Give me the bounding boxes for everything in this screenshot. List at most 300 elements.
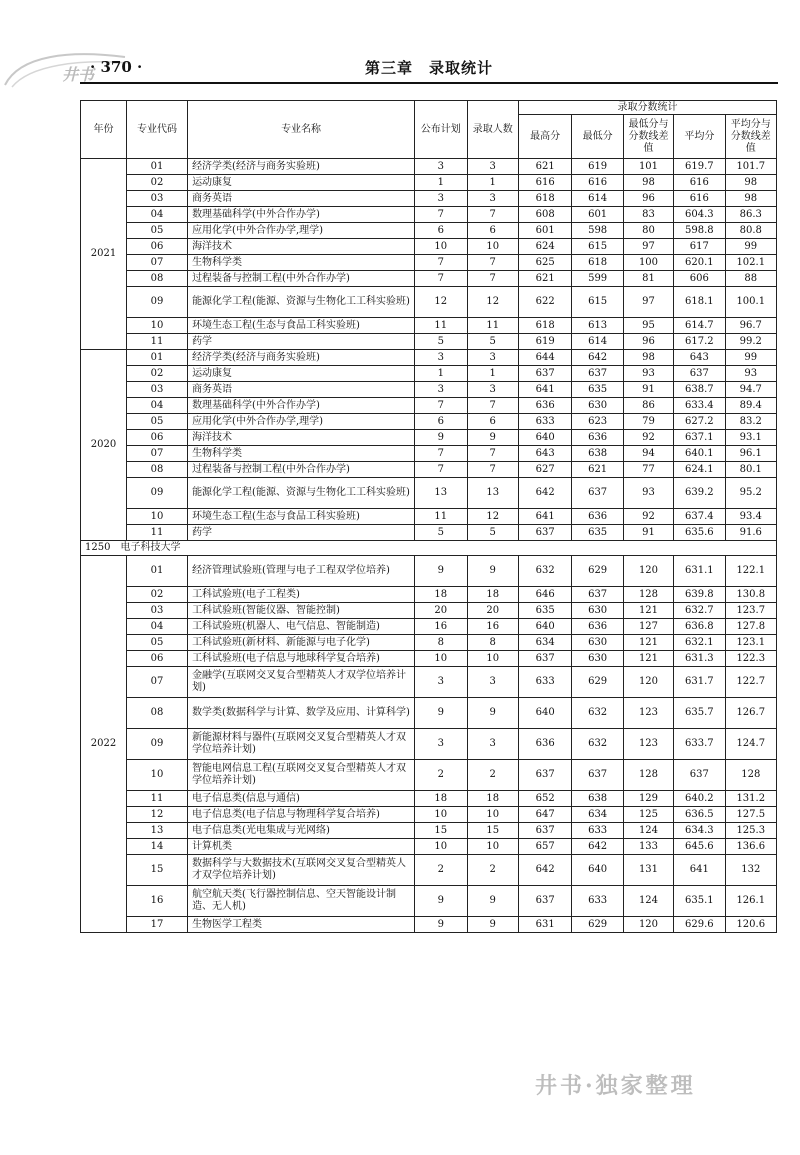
plan-count: 9 [415, 886, 467, 917]
major-name: 经济学类(经济与商务实验班) [188, 159, 415, 175]
table-row [81, 414, 777, 430]
admission-table [80, 100, 777, 933]
major-name: 工科试验班(新材料、新能源与电子化学) [188, 635, 415, 651]
plan-count: 3 [415, 382, 467, 398]
min-diff: 121 [623, 635, 673, 651]
admitted-count: 18 [467, 791, 518, 807]
max-score: 652 [518, 791, 572, 807]
major-name: 药学 [188, 334, 415, 350]
min-score: 642 [572, 350, 623, 366]
major-name: 计算机类 [188, 839, 415, 855]
major-name: 商务英语 [188, 191, 415, 207]
min-score: 615 [572, 287, 623, 318]
major-name: 智能电网信息工程(互联网交叉复合型精英人才双学位培养计划) [188, 760, 415, 791]
table-row [81, 207, 777, 223]
header-max: 最高分 [518, 115, 572, 159]
table-row [81, 382, 777, 398]
table-row [81, 651, 777, 667]
avg-score: 631.1 [674, 556, 725, 587]
min-score: 638 [572, 791, 623, 807]
avg-diff: 93.4 [725, 509, 776, 525]
plan-count: 1 [415, 366, 467, 382]
header-code: 专业代码 [127, 101, 188, 159]
table-row [81, 698, 777, 729]
header-avg-diff: 平均分与分数线差值 [725, 115, 776, 159]
min-diff: 91 [623, 525, 673, 541]
avg-score: 638.7 [674, 382, 725, 398]
major-code: 09 [127, 287, 188, 318]
major-code: 01 [127, 350, 188, 366]
page-number: · 370 · [90, 58, 143, 76]
min-score: 636 [572, 509, 623, 525]
major-code: 03 [127, 191, 188, 207]
min-diff: 125 [623, 807, 673, 823]
table-row [81, 239, 777, 255]
table-row [81, 223, 777, 239]
plan-count: 5 [415, 525, 467, 541]
logo-text: 井书 [62, 65, 95, 84]
admitted-count: 3 [467, 667, 518, 698]
max-score: 633 [518, 667, 572, 698]
major-name: 海洋技术 [188, 239, 415, 255]
min-score: 640 [572, 855, 623, 886]
max-score: 631 [518, 917, 572, 933]
plan-count: 13 [415, 478, 467, 509]
admitted-count: 7 [467, 255, 518, 271]
max-score: 637 [518, 651, 572, 667]
admitted-count: 12 [467, 287, 518, 318]
max-score: 618 [518, 191, 572, 207]
major-code: 15 [127, 855, 188, 886]
major-name: 金融学(互联网交叉复合型精英人才双学位培养计划) [188, 667, 415, 698]
min-score: 637 [572, 760, 623, 791]
avg-diff: 127.8 [725, 619, 776, 635]
plan-count: 3 [415, 191, 467, 207]
min-diff: 100 [623, 255, 673, 271]
admitted-count: 7 [467, 446, 518, 462]
plan-count: 9 [415, 430, 467, 446]
major-code: 17 [127, 917, 188, 933]
major-code: 01 [127, 159, 188, 175]
min-diff: 92 [623, 509, 673, 525]
avg-score: 633.7 [674, 729, 725, 760]
table-row [81, 159, 777, 175]
plan-count: 7 [415, 271, 467, 287]
major-name: 工科试验班(电子工程类) [188, 587, 415, 603]
min-diff: 133 [623, 839, 673, 855]
max-score: 640 [518, 619, 572, 635]
max-score: 637 [518, 760, 572, 791]
admitted-count: 7 [467, 398, 518, 414]
plan-count: 10 [415, 651, 467, 667]
header-score-group: 录取分数统计 [518, 101, 776, 115]
table-row [81, 398, 777, 414]
max-score: 641 [518, 509, 572, 525]
avg-diff: 101.7 [725, 159, 776, 175]
admitted-count: 9 [467, 917, 518, 933]
plan-count: 7 [415, 255, 467, 271]
max-score: 641 [518, 382, 572, 398]
max-score: 640 [518, 430, 572, 446]
major-code: 02 [127, 366, 188, 382]
plan-count: 2 [415, 760, 467, 791]
admitted-count: 11 [467, 318, 518, 334]
min-diff: 124 [623, 823, 673, 839]
major-name: 新能源材料与器件(互联网交叉复合型精英人才双学位培养计划) [188, 729, 415, 760]
min-score: 633 [572, 886, 623, 917]
avg-diff: 124.7 [725, 729, 776, 760]
major-code: 04 [127, 619, 188, 635]
avg-score: 631.7 [674, 667, 725, 698]
table-row [81, 729, 777, 760]
min-score: 614 [572, 191, 623, 207]
min-diff: 123 [623, 698, 673, 729]
header-min: 最低分 [572, 115, 623, 159]
major-code: 03 [127, 603, 188, 619]
table-row [81, 917, 777, 933]
avg-score: 604.3 [674, 207, 725, 223]
min-score: 621 [572, 462, 623, 478]
max-score: 616 [518, 175, 572, 191]
plan-count: 1 [415, 175, 467, 191]
table-row [81, 430, 777, 446]
admitted-count: 3 [467, 729, 518, 760]
major-code: 11 [127, 334, 188, 350]
major-code: 05 [127, 635, 188, 651]
table-row [81, 318, 777, 334]
admitted-count: 6 [467, 223, 518, 239]
avg-diff: 100.1 [725, 287, 776, 318]
min-diff: 97 [623, 287, 673, 318]
admitted-count: 16 [467, 619, 518, 635]
plan-count: 15 [415, 823, 467, 839]
admitted-count: 9 [467, 886, 518, 917]
min-score: 635 [572, 382, 623, 398]
plan-count: 7 [415, 398, 467, 414]
plan-count: 3 [415, 350, 467, 366]
header-rule [80, 82, 778, 84]
max-score: 618 [518, 318, 572, 334]
table-row [81, 667, 777, 698]
major-code: 11 [127, 525, 188, 541]
min-diff: 96 [623, 334, 673, 350]
avg-diff: 120.6 [725, 917, 776, 933]
avg-score: 632.1 [674, 635, 725, 651]
min-diff: 93 [623, 366, 673, 382]
max-score: 637 [518, 525, 572, 541]
major-code: 10 [127, 760, 188, 791]
min-diff: 95 [623, 318, 673, 334]
avg-score: 641 [674, 855, 725, 886]
admitted-count: 3 [467, 350, 518, 366]
min-score: 635 [572, 525, 623, 541]
min-score: 614 [572, 334, 623, 350]
major-name: 经济管理试验班(管理与电子工程双学位培养) [188, 556, 415, 587]
avg-score: 632.7 [674, 603, 725, 619]
admitted-count: 8 [467, 635, 518, 651]
max-score: 637 [518, 366, 572, 382]
major-name: 经济学类(经济与商务实验班) [188, 350, 415, 366]
plan-count: 6 [415, 414, 467, 430]
admitted-count: 5 [467, 334, 518, 350]
major-name: 能源化学工程(能源、资源与生物化工工科实验班) [188, 478, 415, 509]
avg-diff: 99 [725, 239, 776, 255]
min-score: 630 [572, 651, 623, 667]
major-code: 10 [127, 318, 188, 334]
major-code: 04 [127, 207, 188, 223]
header-min-diff: 最低分与分数线差值 [623, 115, 673, 159]
min-diff: 128 [623, 760, 673, 791]
min-diff: 94 [623, 446, 673, 462]
major-code: 08 [127, 271, 188, 287]
admitted-count: 7 [467, 462, 518, 478]
min-diff: 121 [623, 651, 673, 667]
admitted-count: 6 [467, 414, 518, 430]
major-name: 商务英语 [188, 382, 415, 398]
max-score: 642 [518, 855, 572, 886]
major-name: 电子信息类(电子信息与物理科学复合培养) [188, 807, 415, 823]
admitted-count: 15 [467, 823, 518, 839]
major-code: 13 [127, 823, 188, 839]
admitted-count: 12 [467, 509, 518, 525]
plan-count: 9 [415, 917, 467, 933]
table-row [81, 462, 777, 478]
avg-score: 606 [674, 271, 725, 287]
major-name: 工科试验班(智能仪器、智能控制) [188, 603, 415, 619]
admitted-count: 2 [467, 760, 518, 791]
min-diff: 80 [623, 223, 673, 239]
min-diff: 96 [623, 191, 673, 207]
min-diff: 120 [623, 917, 673, 933]
admitted-count: 7 [467, 207, 518, 223]
table-row [81, 350, 777, 366]
min-diff: 121 [623, 603, 673, 619]
major-name: 电子信息类(信息与通信) [188, 791, 415, 807]
min-score: 632 [572, 698, 623, 729]
avg-score: 616 [674, 191, 725, 207]
admitted-count: 7 [467, 271, 518, 287]
plan-count: 11 [415, 318, 467, 334]
major-code: 07 [127, 446, 188, 462]
avg-score: 616 [674, 175, 725, 191]
avg-score: 637.1 [674, 430, 725, 446]
admitted-count: 3 [467, 382, 518, 398]
major-name: 过程装备与控制工程(中外合作办学) [188, 462, 415, 478]
avg-diff: 99 [725, 350, 776, 366]
min-diff: 98 [623, 350, 673, 366]
avg-score: 631.3 [674, 651, 725, 667]
header-name: 专业名称 [188, 101, 415, 159]
plan-count: 7 [415, 446, 467, 462]
plan-count: 11 [415, 509, 467, 525]
max-score: 646 [518, 587, 572, 603]
min-score: 634 [572, 807, 623, 823]
year-cell: 2022 [81, 556, 127, 933]
table-row [81, 807, 777, 823]
min-diff: 123 [623, 729, 673, 760]
avg-score: 637.4 [674, 509, 725, 525]
min-score: 632 [572, 729, 623, 760]
major-name: 环境生态工程(生态与食品工科实验班) [188, 318, 415, 334]
major-name: 航空航天类(飞行器控制信息、空天智能设计制造、无人机) [188, 886, 415, 917]
major-code: 07 [127, 667, 188, 698]
table-row [81, 334, 777, 350]
avg-diff: 123.1 [725, 635, 776, 651]
max-score: 643 [518, 446, 572, 462]
min-score: 633 [572, 823, 623, 839]
avg-score: 635.6 [674, 525, 725, 541]
max-score: 657 [518, 839, 572, 855]
section-title-row [81, 541, 777, 556]
table-row [81, 175, 777, 191]
table-row [81, 855, 777, 886]
major-code: 08 [127, 698, 188, 729]
major-code: 05 [127, 414, 188, 430]
major-name: 工科试验班(电子信息与地球科学复合培养) [188, 651, 415, 667]
plan-count: 20 [415, 603, 467, 619]
min-diff: 128 [623, 587, 673, 603]
avg-score: 619.7 [674, 159, 725, 175]
table-row [81, 478, 777, 509]
min-score: 618 [572, 255, 623, 271]
plan-count: 12 [415, 287, 467, 318]
admitted-count: 3 [467, 191, 518, 207]
avg-diff: 126.1 [725, 886, 776, 917]
avg-diff: 132 [725, 855, 776, 886]
avg-score: 633.4 [674, 398, 725, 414]
major-name: 数据科学与大数据技术(互联网交叉复合型精英人才双学位培养计划) [188, 855, 415, 886]
min-diff: 127 [623, 619, 673, 635]
admitted-count: 10 [467, 651, 518, 667]
table-body [81, 159, 777, 933]
admitted-count: 10 [467, 239, 518, 255]
max-score: 601 [518, 223, 572, 239]
major-name: 电子信息类(光电集成与光网络) [188, 823, 415, 839]
admitted-count: 9 [467, 430, 518, 446]
year-cell: 2020 [81, 350, 127, 541]
avg-diff: 96.7 [725, 318, 776, 334]
plan-count: 6 [415, 223, 467, 239]
avg-diff: 80.8 [725, 223, 776, 239]
min-score: 638 [572, 446, 623, 462]
avg-score: 624.1 [674, 462, 725, 478]
table-row [81, 191, 777, 207]
table-row [81, 556, 777, 587]
admitted-count: 10 [467, 807, 518, 823]
major-name: 生物科学类 [188, 255, 415, 271]
min-diff: 93 [623, 478, 673, 509]
major-name: 数学类(数据科学与计算、数学及应用、计算科学) [188, 698, 415, 729]
major-code: 06 [127, 430, 188, 446]
avg-diff: 96.1 [725, 446, 776, 462]
min-score: 598 [572, 223, 623, 239]
avg-diff: 86.3 [725, 207, 776, 223]
avg-diff: 95.2 [725, 478, 776, 509]
major-name: 数理基础科学(中外合作办学) [188, 207, 415, 223]
avg-diff: 88 [725, 271, 776, 287]
min-diff: 101 [623, 159, 673, 175]
min-score: 613 [572, 318, 623, 334]
avg-score: 640.1 [674, 446, 725, 462]
table-row [81, 271, 777, 287]
header-admitted: 录取人数 [467, 101, 518, 159]
avg-diff: 122.1 [725, 556, 776, 587]
plan-count: 3 [415, 159, 467, 175]
max-score: 621 [518, 159, 572, 175]
max-score: 608 [518, 207, 572, 223]
min-diff: 120 [623, 667, 673, 698]
table-row [81, 760, 777, 791]
major-code: 01 [127, 556, 188, 587]
min-score: 630 [572, 635, 623, 651]
major-code: 02 [127, 175, 188, 191]
table-row [81, 603, 777, 619]
major-name: 能源化学工程(能源、资源与生物化工工科实验班) [188, 287, 415, 318]
max-score: 619 [518, 334, 572, 350]
avg-diff: 94.7 [725, 382, 776, 398]
avg-diff: 93 [725, 366, 776, 382]
avg-score: 636.5 [674, 807, 725, 823]
max-score: 642 [518, 478, 572, 509]
min-diff: 124 [623, 886, 673, 917]
plan-count: 9 [415, 698, 467, 729]
avg-score: 639.2 [674, 478, 725, 509]
max-score: 637 [518, 886, 572, 917]
major-name: 过程装备与控制工程(中外合作办学) [188, 271, 415, 287]
min-score: 629 [572, 667, 623, 698]
avg-score: 617 [674, 239, 725, 255]
avg-diff: 126.7 [725, 698, 776, 729]
major-code: 10 [127, 509, 188, 525]
plan-count: 8 [415, 635, 467, 651]
max-score: 640 [518, 698, 572, 729]
major-name: 海洋技术 [188, 430, 415, 446]
avg-score: 629.6 [674, 917, 725, 933]
avg-score: 620.1 [674, 255, 725, 271]
avg-score: 618.1 [674, 287, 725, 318]
plan-count: 5 [415, 334, 467, 350]
admitted-count: 1 [467, 175, 518, 191]
table-row [81, 587, 777, 603]
max-score: 625 [518, 255, 572, 271]
major-code: 02 [127, 587, 188, 603]
min-score: 629 [572, 917, 623, 933]
min-diff: 92 [623, 430, 673, 446]
header-avg: 平均分 [674, 115, 725, 159]
table-row [81, 525, 777, 541]
avg-diff: 130.8 [725, 587, 776, 603]
plan-count: 2 [415, 855, 467, 886]
table-row [81, 791, 777, 807]
major-code: 07 [127, 255, 188, 271]
avg-diff: 131.2 [725, 791, 776, 807]
major-name: 生物医学工程类 [188, 917, 415, 933]
min-diff: 91 [623, 382, 673, 398]
table-row [81, 287, 777, 318]
min-score: 630 [572, 603, 623, 619]
admitted-count: 2 [467, 855, 518, 886]
max-score: 636 [518, 729, 572, 760]
plan-count: 16 [415, 619, 467, 635]
admitted-count: 10 [467, 839, 518, 855]
table-row [81, 886, 777, 917]
admitted-count: 9 [467, 698, 518, 729]
year-cell: 2021 [81, 159, 127, 350]
table-row [81, 446, 777, 462]
max-score: 632 [518, 556, 572, 587]
footer-watermark: 井书·独家整理 [535, 1073, 696, 1099]
min-score: 637 [572, 478, 623, 509]
